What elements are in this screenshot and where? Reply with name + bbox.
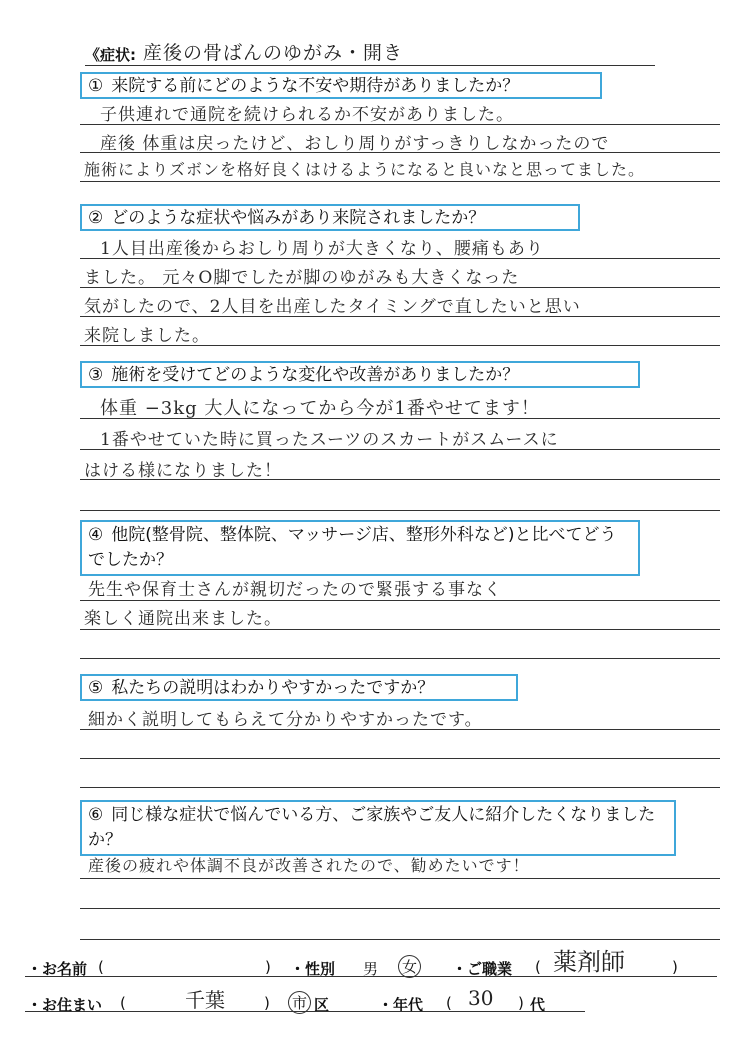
answer-line bbox=[80, 629, 720, 630]
address-value: 千葉 bbox=[185, 988, 225, 1012]
name-label: ・お名前 bbox=[27, 960, 88, 978]
answer-5-line-1: 細かく説明してもらえて分かりやすかったです。 bbox=[88, 710, 483, 730]
answer-2-line-2: ました。 元々O脚でしたが脚のゆがみも大きくなった bbox=[84, 268, 520, 288]
name-open-paren: ( bbox=[98, 958, 104, 976]
occupation-open-paren: ( bbox=[535, 958, 541, 976]
answer-2-line-1: 1人目出産後からおしり周りが大きくなり、腰痛もあり bbox=[100, 239, 544, 259]
question-4-box bbox=[80, 520, 640, 576]
age-close-paren: ) bbox=[518, 994, 524, 1012]
answer-line bbox=[80, 510, 720, 511]
answer-4-line-2: 楽しく通院出来ました。 bbox=[84, 609, 282, 629]
answer-1-line-3: 施術によりズボンを格好良くはけるようになると良いなと思ってました。 bbox=[84, 160, 646, 179]
city-circled: 市 bbox=[288, 991, 311, 1014]
question-3-text: 施術を受けてどのような変化や改善がありましたか？ bbox=[111, 365, 520, 385]
question-3-number: ③ bbox=[88, 365, 104, 385]
question-3-box bbox=[80, 361, 640, 388]
answer-3-line-2: 1番やせていた時に買ったスーツのスカートがスムースに bbox=[100, 430, 559, 450]
answer-3-line-1: 体重 −3kg 大人になってから今が1番やせてます！ bbox=[100, 398, 540, 419]
answer-2-line-4: 来院しました。 bbox=[84, 326, 210, 346]
name-close-paren: ) bbox=[265, 958, 271, 976]
footer-underline-2 bbox=[25, 1011, 585, 1012]
address-label: ・お住まい bbox=[27, 996, 103, 1014]
age-value: 30 bbox=[468, 986, 494, 1010]
age-open-paren: ( bbox=[446, 994, 452, 1012]
gender-male: 男 bbox=[363, 960, 379, 978]
footer-underline-1 bbox=[25, 976, 717, 977]
ward-label: 区 bbox=[314, 996, 330, 1014]
symptom-underline bbox=[85, 65, 655, 66]
gender-label: ・性別 bbox=[290, 960, 336, 978]
address-close-paren: ) bbox=[264, 994, 270, 1012]
question-6-box bbox=[80, 800, 676, 856]
occupation-label: ・ご職業 bbox=[452, 960, 513, 978]
question-2-box bbox=[80, 204, 580, 231]
answer-6-line-1: 産後の疲れや体調不良が改善されたので、勧めたいです！ bbox=[88, 856, 530, 875]
answer-line bbox=[80, 878, 720, 879]
question-1-box bbox=[80, 72, 602, 99]
answer-2-line-3: 気がしたので、2人目を出産したタイミングで直したいと思い bbox=[84, 297, 581, 317]
question-1-text: 来院する前にどのような不安や期待がありましたか？ bbox=[111, 76, 520, 96]
age-label: ・年代 bbox=[378, 996, 424, 1014]
occupation-close-paren: ) bbox=[672, 958, 678, 976]
answer-line bbox=[80, 600, 720, 601]
answer-line bbox=[80, 908, 720, 909]
question-6-number: ⑥ bbox=[88, 805, 104, 825]
question-6-text: 同じ様な症状で悩んでいる方、ご家族やご友人に紹介したくなりましたか？ bbox=[88, 805, 656, 850]
question-5-number: ⑤ bbox=[88, 678, 104, 698]
age-suffix: 代 bbox=[530, 996, 546, 1014]
answer-3-line-3: はける様になりました！ bbox=[84, 461, 282, 481]
symptom-label: 《症状: bbox=[85, 46, 136, 64]
address-open-paren: ( bbox=[120, 994, 126, 1012]
answer-line bbox=[80, 758, 720, 759]
question-4-text: 他院(整骨院、整体院、マッサージ店、整形外科など)と比べてどうでしたか？ bbox=[88, 525, 617, 570]
question-1-number: ① bbox=[88, 76, 104, 96]
answer-4-line-1: 先生や保育士さんが親切だったので緊張する事なく bbox=[88, 580, 502, 600]
answer-1-line-2: 産後 体重は戻ったけど、おしり周りがすっきりしなかったので bbox=[100, 134, 610, 154]
question-5-text: 私たちの説明はわかりやすかったですか？ bbox=[111, 678, 435, 698]
question-2-number: ② bbox=[88, 208, 104, 228]
question-2-text: どのような症状や悩みがあり来院されましたか？ bbox=[111, 208, 486, 228]
answer-line bbox=[80, 181, 720, 182]
gender-female-circled: 女 bbox=[398, 955, 421, 978]
question-5-box bbox=[80, 674, 518, 701]
occupation-value: 薬剤師 bbox=[553, 948, 625, 976]
answer-line bbox=[80, 939, 720, 940]
answer-line bbox=[80, 787, 720, 788]
answer-line bbox=[80, 658, 720, 659]
question-4-number: ④ bbox=[88, 525, 104, 545]
symptom-value: 産後の骨ばんのゆがみ・開き bbox=[143, 42, 404, 64]
symptom-row bbox=[85, 38, 655, 66]
answer-1-line-1: 子供連れで通院を続けられるか不安がありました。 bbox=[100, 105, 514, 125]
